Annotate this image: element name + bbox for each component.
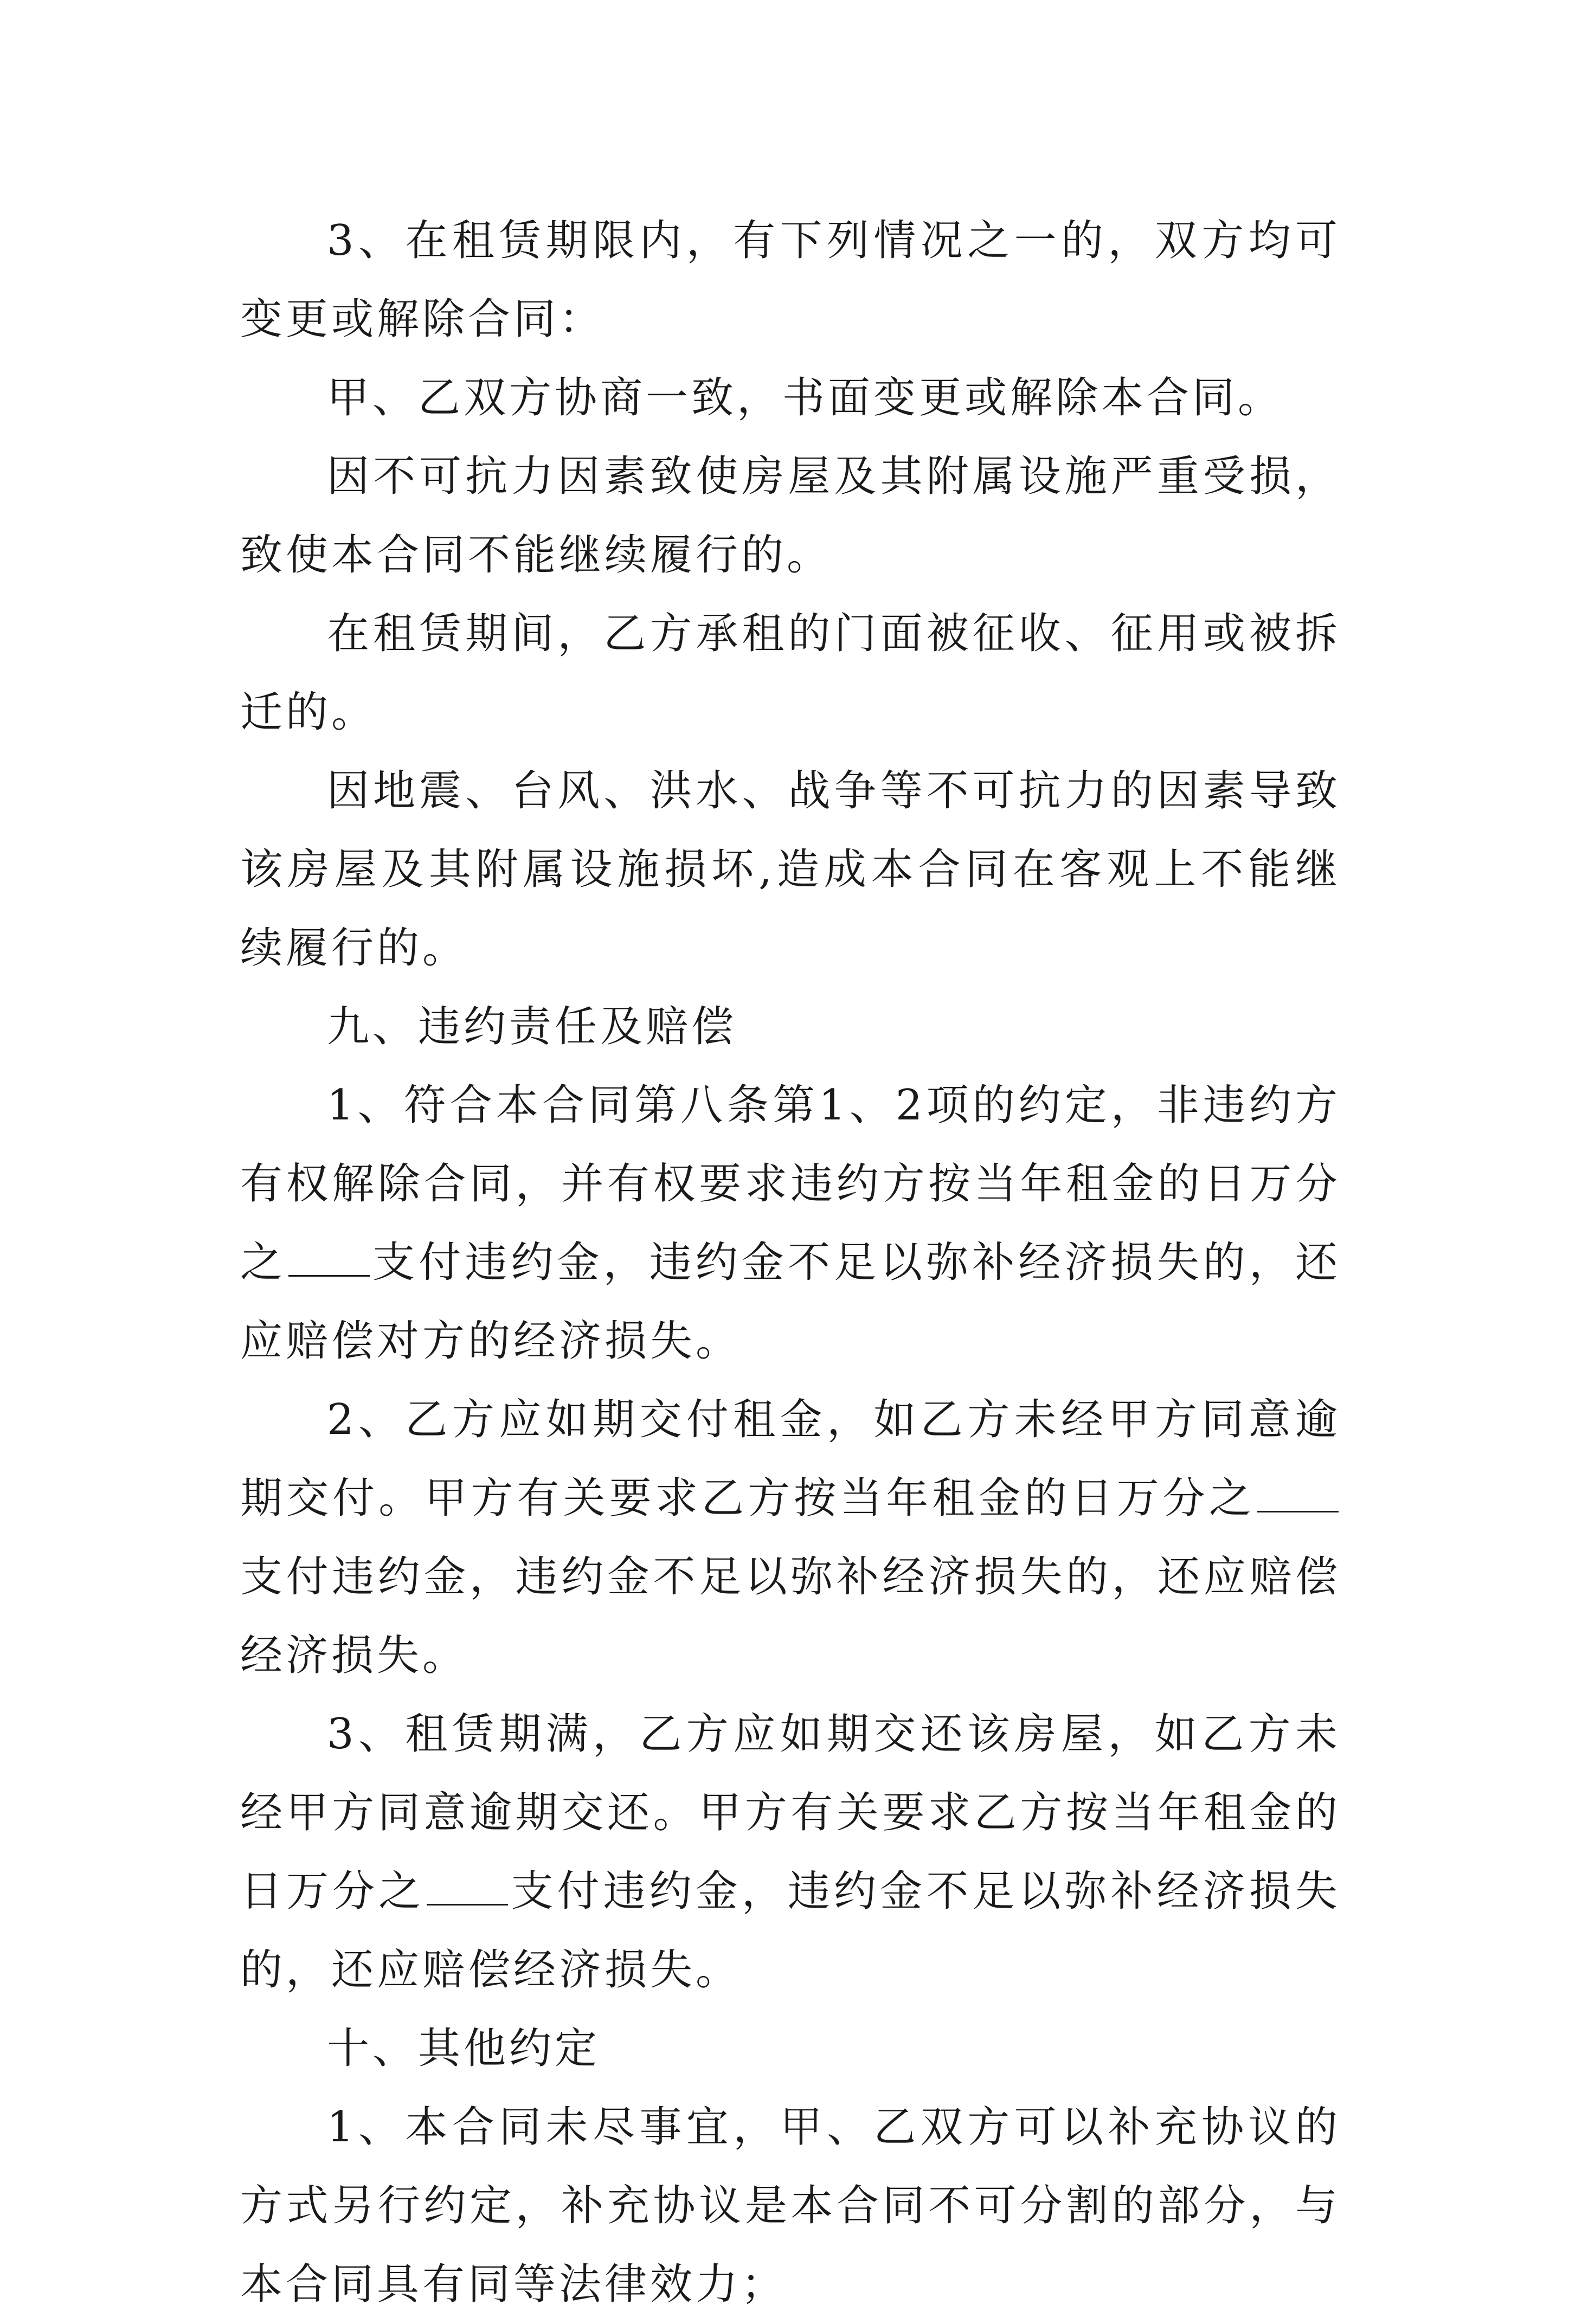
fill-in-blank (288, 1243, 370, 1277)
paragraph-text: 甲、乙双方协商一致，书面变更或解除本合同。 (327, 374, 1284, 422)
paragraph-breach-clause-1 (240, 1066, 1341, 1381)
paragraph-termination-conditions (240, 202, 1341, 359)
document-body (240, 202, 1341, 2324)
paragraph-text: 因地震、台风、洪水、战争等不可抗力的因素导致该房屋及其附属设施损坏,造成本合同在客观上不能继续履行的。 (240, 767, 1341, 973)
paragraph-text: 在租赁期间，乙方承租的门面被征收、征用或被拆迁的。 (240, 609, 1341, 737)
paragraph-text: 2、乙方应如期交付租金，如乙方未经甲方同意逾期交付。甲方有关要求乙方按当年租金的日万分之 (240, 1395, 1341, 1523)
paragraph-text: 支付违约金，违约金不足以弥补经济损失的，还应赔偿对方的经济损失。 (240, 1238, 1341, 1366)
fill-in-blank (427, 1871, 508, 1905)
fill-in-blank (1257, 1478, 1339, 1512)
paragraph-expropriation (240, 595, 1341, 752)
section-heading-other-agreements (240, 2010, 1341, 2088)
section-heading-text: 九、违约责任及赔偿 (327, 1002, 737, 1051)
paragraph-text: 1、符合本合同第八条第1、2项的约定，非违约方有权解除合同，并有权要求违约方按当年租金的日万分之 (240, 1081, 1341, 1287)
paragraph-text: 1、本合同未尽事宜，甲、乙双方可以补充协议的方式另行约定，补充协议是本合同不可分割的部分，与本合同具有同等法律效力； (240, 2103, 1341, 2309)
paragraph-text: 支付违约金，违约金不足以弥补经济损失的，还应赔偿经济损失。 (240, 1867, 1341, 1994)
paragraph-text: 3、租赁期满，乙方应如期交还该房屋，如乙方未经甲方同意逾期交还。甲方有关要求乙方按当年租金的日万分之 (240, 1710, 1341, 1916)
paragraph-natural-disaster (240, 752, 1341, 988)
paragraph-breach-clause-2 (240, 1381, 1341, 1695)
paragraph-breach-clause-3 (240, 1695, 1341, 2010)
paragraph-supplementary-agreement (240, 2088, 1341, 2324)
section-heading-breach-liability (240, 988, 1341, 1066)
paragraph-text: 因不可抗力因素致使房屋及其附属设施严重受损，致使本合同不能继续履行的。 (240, 452, 1341, 580)
paragraph-text: 3、在租赁期限内，有下列情况之一的，双方均可变更或解除合同： (240, 216, 1341, 344)
paragraph-mutual-agreement (240, 359, 1341, 437)
paragraph-force-majeure-damage (240, 437, 1341, 595)
section-heading-text: 十、其他约定 (327, 2024, 601, 2073)
paragraph-text: 支付违约金，违约金不足以弥补经济损失的，还应赔偿经济损失。 (240, 1553, 1341, 1680)
